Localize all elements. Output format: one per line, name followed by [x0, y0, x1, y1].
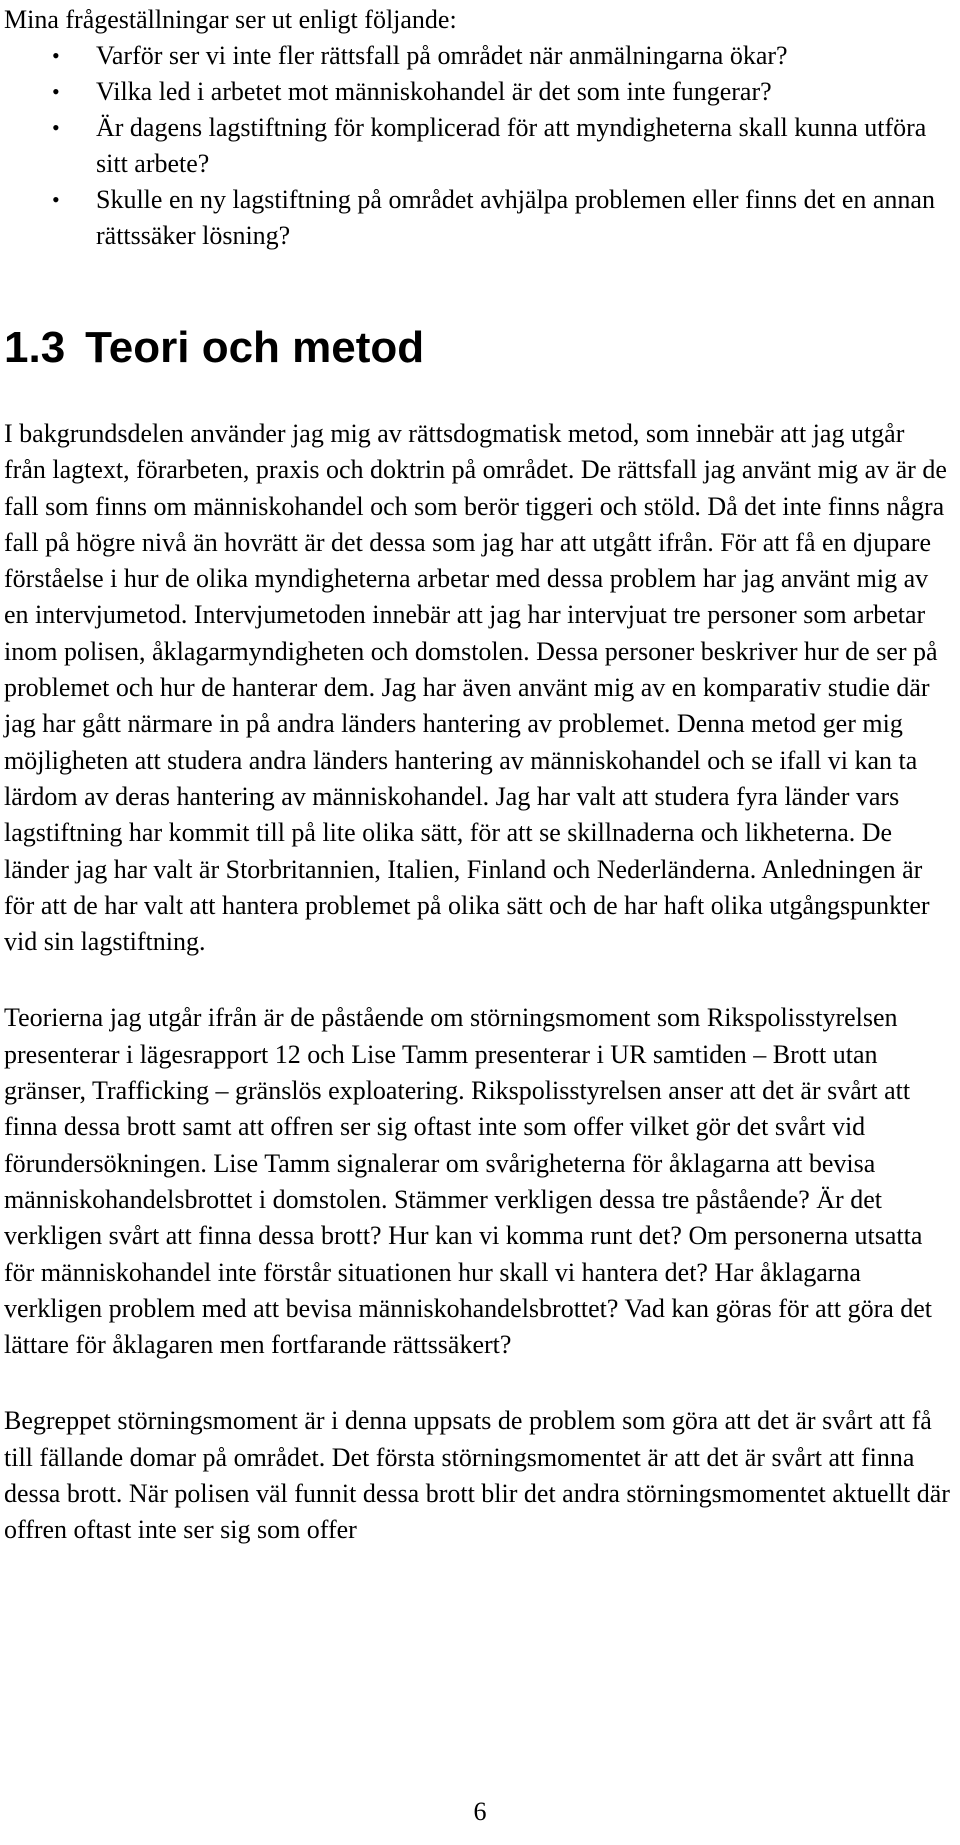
section-heading — [4, 322, 952, 374]
question-item: • Är dagens lagstiftning för komplicerad för att myndigheterna skall kunna utföra sitt arbete? — [96, 110, 952, 182]
section-title: Teori och metod — [85, 323, 425, 372]
method-paragraph: I bakgrundsdelen använder jag mig av rättsdogmatisk metod, som innebär att jag utgår från lagtext, förarbeten, praxis och doktrin på området. De rättsfall jag använt mig av är de fall som finns om människohandel och som berör tiggeri och stöld. Då det inte finns några fall på högre nivå än hovrätt är det dessa som jag har att utgått ifrån. För att få en djupare förståelse i hur de olika myndigheterna arbetar med dessa problem har jag använt mig av en intervjumetod. Intervjumetoden innebär att jag har intervjuat tre personer som arbetar inom polisen, åklagarmyndigheten och domstolen. Dessa personer beskriver hur de ser på problemet och hur de hanterar dem. Jag har även använt mig av en komparativ studie där jag har gått närmare in på andra länders hantering av problemet. Denna metod ger mig möjligheten att studera andra länders hantering av människohandel och se ifall vi kan ta lärdom av deras hantering av människohandel. Jag har valt att studera fyra länder vars lagstiftning har kommit till på lite olika sätt, för att se skillnaderna och likheterna. De länder jag har valt är Storbritannien, Italien, Finland och Nederländerna. Anledningen är för att de har valt att hantera problemet på olika sätt och de har haft olika utgångspunkter vid sin lagstiftning. — [4, 419, 947, 957]
section-number: 1.3 — [4, 323, 66, 372]
question-item: • Varför ser vi inte fler rättsfall på området när anmälningarna ökar? — [96, 38, 952, 74]
questions-list — [4, 38, 952, 254]
theory-paragraph: Teorierna jag utgår ifrån är de påstående om störningsmoment som Rikspolisstyrelsen presenterar i lägesrapport 12 och Lise Tamm presenterar i UR samtiden – Brott utan gränser, Trafficking – gränslös exploatering. Rikspolisstyrelsen anser att det är svårt att finna dessa brott samt att offren ser sig oftast inte som offer vilket gör det svårt vid förundersökningen. Lise Tamm signalerar om svårigheterna för åklagarna att bevisa människohandelsbrottet i domstolen. Stämmer verkligen dessa tre påstående? Är det verkligen svårt att finna dessa brott? Hur kan vi komma runt det? Om personerna utsatta för människohandel inte förstår situationen hur skall vi hantera det? Har åklagarna verkligen problem med att bevisa människohandelsbrottet? Vad kan göras för att göra det lättare för åklagaren men fortfarande rättssäkert? — [4, 1003, 933, 1360]
definition-paragraph: Begreppet störningsmoment är i denna uppsats de problem som göra att det är svårt att få till fällande domar på området. Det första störningsmomentet är att det är svårt att finna dessa brott. När polisen väl funnit dessa brott blir det andra störningsmomentet aktuellt där offren oftast inte ser sig som offer — [4, 1406, 950, 1545]
questions-intro: Mina frågeställningar ser ut enligt följande: — [4, 5, 457, 34]
question-item: • Skulle en ny lagstiftning på området avhjälpa problemen eller finns det en annan rättssäker lösning? — [96, 182, 952, 254]
page-number: 6 — [473, 1797, 487, 1826]
question-item: • Vilka led i arbetet mot människohandel är det som inte fungerar? — [96, 74, 952, 110]
